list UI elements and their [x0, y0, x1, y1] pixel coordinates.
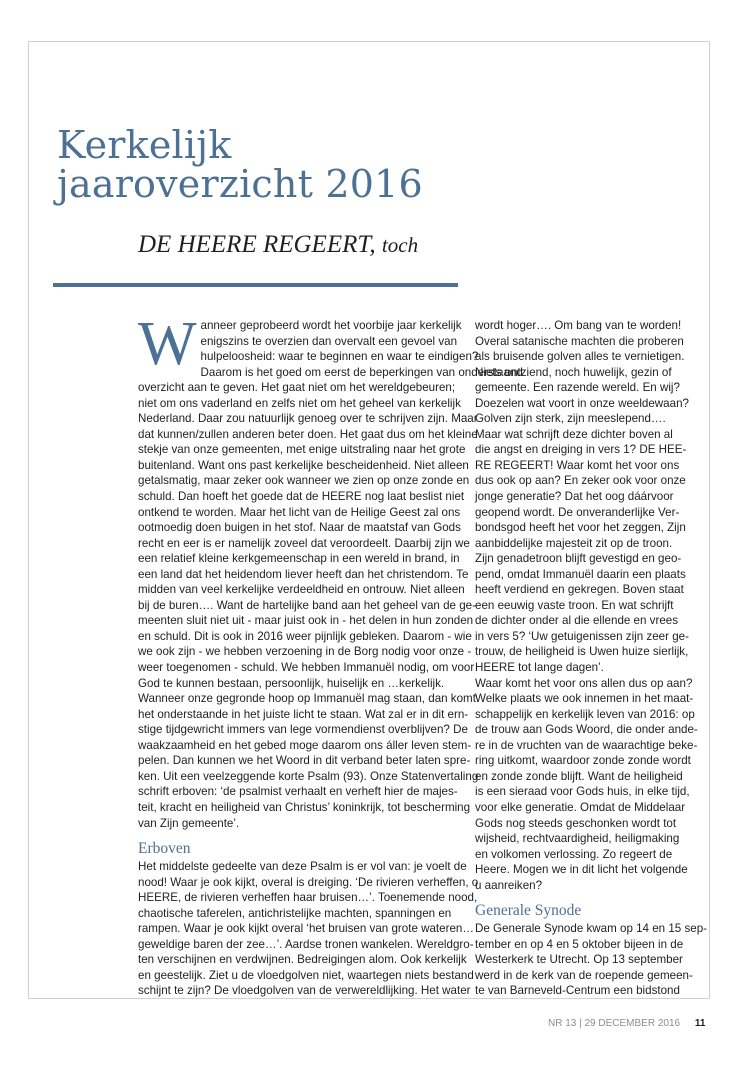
text-line: een eeuwig vaste troon. En wat schrijft: [475, 598, 674, 612]
text-line: wordt hoger…. Om bang van te worden!: [475, 319, 682, 332]
subtitle-main: DE HEERE REGEERT,: [138, 231, 376, 258]
text-line: ring uitkomt, waardoor zonde zonde wordt: [475, 754, 691, 768]
text-line: is een sieraad voor Gods huis, in elke tijd,: [475, 785, 690, 799]
text-line: Niets ontziend, noch huwelijk, gezin of: [475, 365, 672, 379]
text-line: heeft verdiend en gekregen. Boven staat: [475, 583, 684, 597]
issue-info: NR 13 | 29 DECEMBER 2016: [548, 1018, 681, 1029]
text-line: Welke plaats we ook innemen in het maat-: [475, 692, 694, 706]
text-line: en zonde zonde blijft. Want de heiligheid: [475, 769, 683, 783]
text-line: stekje van onze gemeenten, met enige uitstraling naar het grote: [138, 443, 466, 457]
text-line: een relatief kleine kerkgemeenschap in een wereld in brand, in: [138, 552, 460, 566]
title-divider: [53, 283, 458, 287]
text-line: HEERE tot lange dagen’.: [475, 661, 604, 675]
text-line: niet om ons vaderland en zelfs niet om het geheel van kerkelijk: [138, 396, 461, 410]
text-line: geweldige baren der zee…’. Aardse tronen wankelen. Wereldgro-: [138, 937, 474, 951]
text-line: midden van veel kerkelijke verdeeldheid en ontrouw. Niet alleen: [138, 583, 465, 597]
text-line: enigszins te overzien dan overvalt een gevoel van: [200, 334, 458, 348]
drop-cap: W: [138, 310, 197, 378]
text-line: de dichter onder al die ellende en vrees: [475, 614, 679, 628]
text-line: Nederland. Daar zou natuurlijk genoeg over te schrijven zijn. Maar: [138, 412, 478, 426]
text-line: aanbiddelijke majesteit zit op de troon.: [475, 536, 673, 550]
text-line: en volkomen verlossing. Zo regeert de: [475, 847, 673, 861]
text-line: schappelijk en kerkelijk leven van 2016: op: [475, 707, 695, 721]
text-line: teit, kracht en heiligheid van Christus’ koninkrijk, tot bescherming: [138, 800, 471, 814]
text-line: anneer geprobeerd wordt het voorbije jaar kerkelijk: [200, 319, 462, 332]
text-line: Overal satanische machten die proberen: [475, 334, 684, 348]
text-line: van Zijn gemeente’.: [138, 816, 240, 830]
body-lines: [138, 365, 523, 831]
text-line: Waar komt het voor ons allen dus op aan?: [475, 676, 693, 690]
text-line: chaotische taferelen, antichristelijke machten, spanningen en: [138, 906, 452, 920]
article-title: [57, 123, 423, 206]
text-line: het onderstaande in het juiste licht te staan. Wat zal er in dit ern-: [138, 707, 469, 721]
section-heading-generale-synode: Generale Synode: [475, 902, 582, 920]
text-line: Daarom is het goed om eerst de beperkingen van onderstaand: [200, 365, 523, 379]
text-line: die angst en dreiging in vers 1? DE HEE-: [475, 443, 687, 457]
text-line: recht en eer is er namelijk zoveel dat veroordeelt. Daarbij zijn we: [138, 536, 470, 550]
subtitle-small: toch: [381, 233, 419, 257]
text-line: dat kunnen/zullen anderen beter doen. Het gaat dus om het kleine: [138, 427, 478, 441]
text-line: Golven zijn sterk, zijn meeslepend….: [475, 412, 666, 426]
text-line: re in de vruchten van de waarachtige beke-: [475, 738, 698, 752]
text-line: u aanreiken?: [475, 878, 543, 892]
text-line: wijsheid, rechtvaardigheid, heiligmaking: [475, 832, 680, 846]
text-line: te van Barneveld-Centrum een bidstond: [475, 984, 680, 998]
text-line: en geestelijk. Ziet u de vloedgolven niet, waartegen niets bestand: [138, 968, 474, 982]
text-line: tember en op 4 en 5 oktober bijeen in de: [475, 937, 684, 951]
text-line: als bruisende golven alles te vernietigen.: [475, 350, 685, 364]
section-lines: [475, 921, 708, 999]
text-line: geopend wordt. De onveranderlijke Ver-: [475, 505, 680, 519]
title-line: Kerkelijk: [57, 123, 232, 167]
text-line: pend, omdat Immanuël daarin een plaats: [475, 567, 686, 581]
text-line: ken. Uit een veelzeggende korte Psalm (93). Onze Statenvertaling: [138, 769, 479, 783]
title-line: jaaroverzicht 2016: [57, 162, 423, 206]
body-lines: [475, 318, 699, 893]
text-line: Gods nog steeds geschonken wordt tot: [475, 816, 677, 830]
text-line: en schuld. Dit is ook in 2016 weer pijnlijk gebleken. Daarom - wie: [138, 629, 472, 643]
text-line: we ook zijn - we hebben verzoening in de Borg nodig voor onze -: [138, 645, 472, 659]
text-line: getalsmatig, maar zeker ook wanneer we zien op onze zonde en: [138, 474, 470, 488]
page-footer: [548, 1018, 708, 1029]
text-line: rampen. Waar je ook kijkt overal ‘het bruisen van grote wateren…: [138, 922, 474, 936]
text-column-right: [475, 318, 708, 999]
text-line: hulpeloosheid: waar te beginnen en waar te eindigen?: [200, 350, 479, 364]
text-line: de trouw aan Gods Woord, die onder ande-: [475, 723, 698, 737]
text-line: ontkend te worden. Maar het licht van de Heilige Geest zal ons: [138, 505, 461, 519]
page-number: 11: [694, 1018, 706, 1029]
text-line: bondsgod heeft het voor het zeggen, Zijn: [475, 521, 686, 535]
text-line: gemeente. Een razende wereld. En wij?: [475, 381, 680, 395]
text-line: schijnt te zijn? De vloedgolven van de verwereldlijking. Het water: [138, 984, 471, 998]
article-subtitle: [138, 230, 418, 260]
text-line: Westerkerk te Utrecht. Op 13 september: [475, 953, 683, 967]
text-line: schrift erboven: ‘de psalmist verhaalt en verheft hier de majes-: [138, 785, 458, 799]
text-line: bij de buren…. Want de hartelijke band aan het geheel van de ge-: [138, 598, 476, 612]
text-line: schuld. Dan hoeft het goede dat de HEERE nog laat beslist niet: [138, 490, 465, 504]
text-line: buitenland. Want ons past kerkelijke bescheidenheid. Niet alleen: [138, 458, 469, 472]
text-line: Wanneer onze gegronde hoop op Immanuël mag staan, dan komt: [138, 692, 476, 706]
text-line: waakzaamheid en het gebed moge daarom ons áller leven stem-: [138, 738, 472, 752]
text-line: pelen. Dan kunnen we het Woord in dit verband beter laten spre-: [138, 754, 471, 768]
text-line: meenten sluit niet uit - maar juist ook in - het delen in hun zonden: [138, 614, 474, 628]
text-line: werd in de kerk van de roepende gemeen-: [475, 968, 693, 982]
text-line: trouw, de heiligheid is Uwen huize sierlijk,: [475, 645, 689, 659]
text-line: een land dat het heidendom liever heeft dan het christendom. Te: [138, 567, 469, 581]
text-line: De Generale Synode kwam op 14 en 15 sep-: [475, 922, 708, 936]
text-line: Heere. Mogen we in dit licht het volgende: [475, 863, 688, 877]
text-line: nood! Waar je ook kijkt, overal is dreiging. ‘De rivieren verheffen, o: [138, 875, 479, 889]
text-line: stige tijdgewricht immers van lege vormendienst overblijven? De: [138, 723, 468, 737]
text-line: Zijn genadetroon blijft gevestigd en geo-: [475, 552, 682, 566]
text-line: ootmoedig doen buigen in het stof. Naar de maatstaf van Gods: [138, 521, 461, 535]
text-line: jonge generatie? Dat het oog dáárvoor: [475, 490, 674, 504]
text-line: overzicht aan te geven. Het gaat niet om het wereldgebeuren;: [138, 381, 456, 395]
text-line: Het middelste gedeelte van deze Psalm is er vol van: je voelt de: [138, 860, 467, 874]
text-line: weer toegenomen - schuld. We hebben Immanuël nodig, om voor: [138, 661, 475, 675]
text-line: voor elke generatie. Omdat de Middelaar: [475, 800, 686, 814]
section-lines: [138, 859, 479, 999]
text-line: Maar wat schrijft deze dichter boven al: [475, 427, 673, 441]
text-line: HEERE, de rivieren verheffen haar bruisen…’. Toenemende nood,: [138, 891, 478, 905]
text-line: in vers 5? ‘Uw getuigenissen zijn zeer ge-: [475, 629, 689, 643]
text-line: Doezelen wat voort in onze weeldewaan?: [475, 396, 689, 410]
text-line: God te kunnen bestaan, persoonlijk, huiselijk en …kerkelijk.: [138, 676, 445, 690]
text-line: RE REGEERT! Waar komt het voor ons: [475, 458, 680, 472]
section-heading-erboven: Erboven: [138, 840, 191, 858]
text-line: dus ook op aan? En zeker ook voor onze: [475, 474, 686, 488]
text-line: ten verschijnen en verdwijnen. Bedreigingen alom. Ook kerkelijk: [138, 953, 467, 967]
